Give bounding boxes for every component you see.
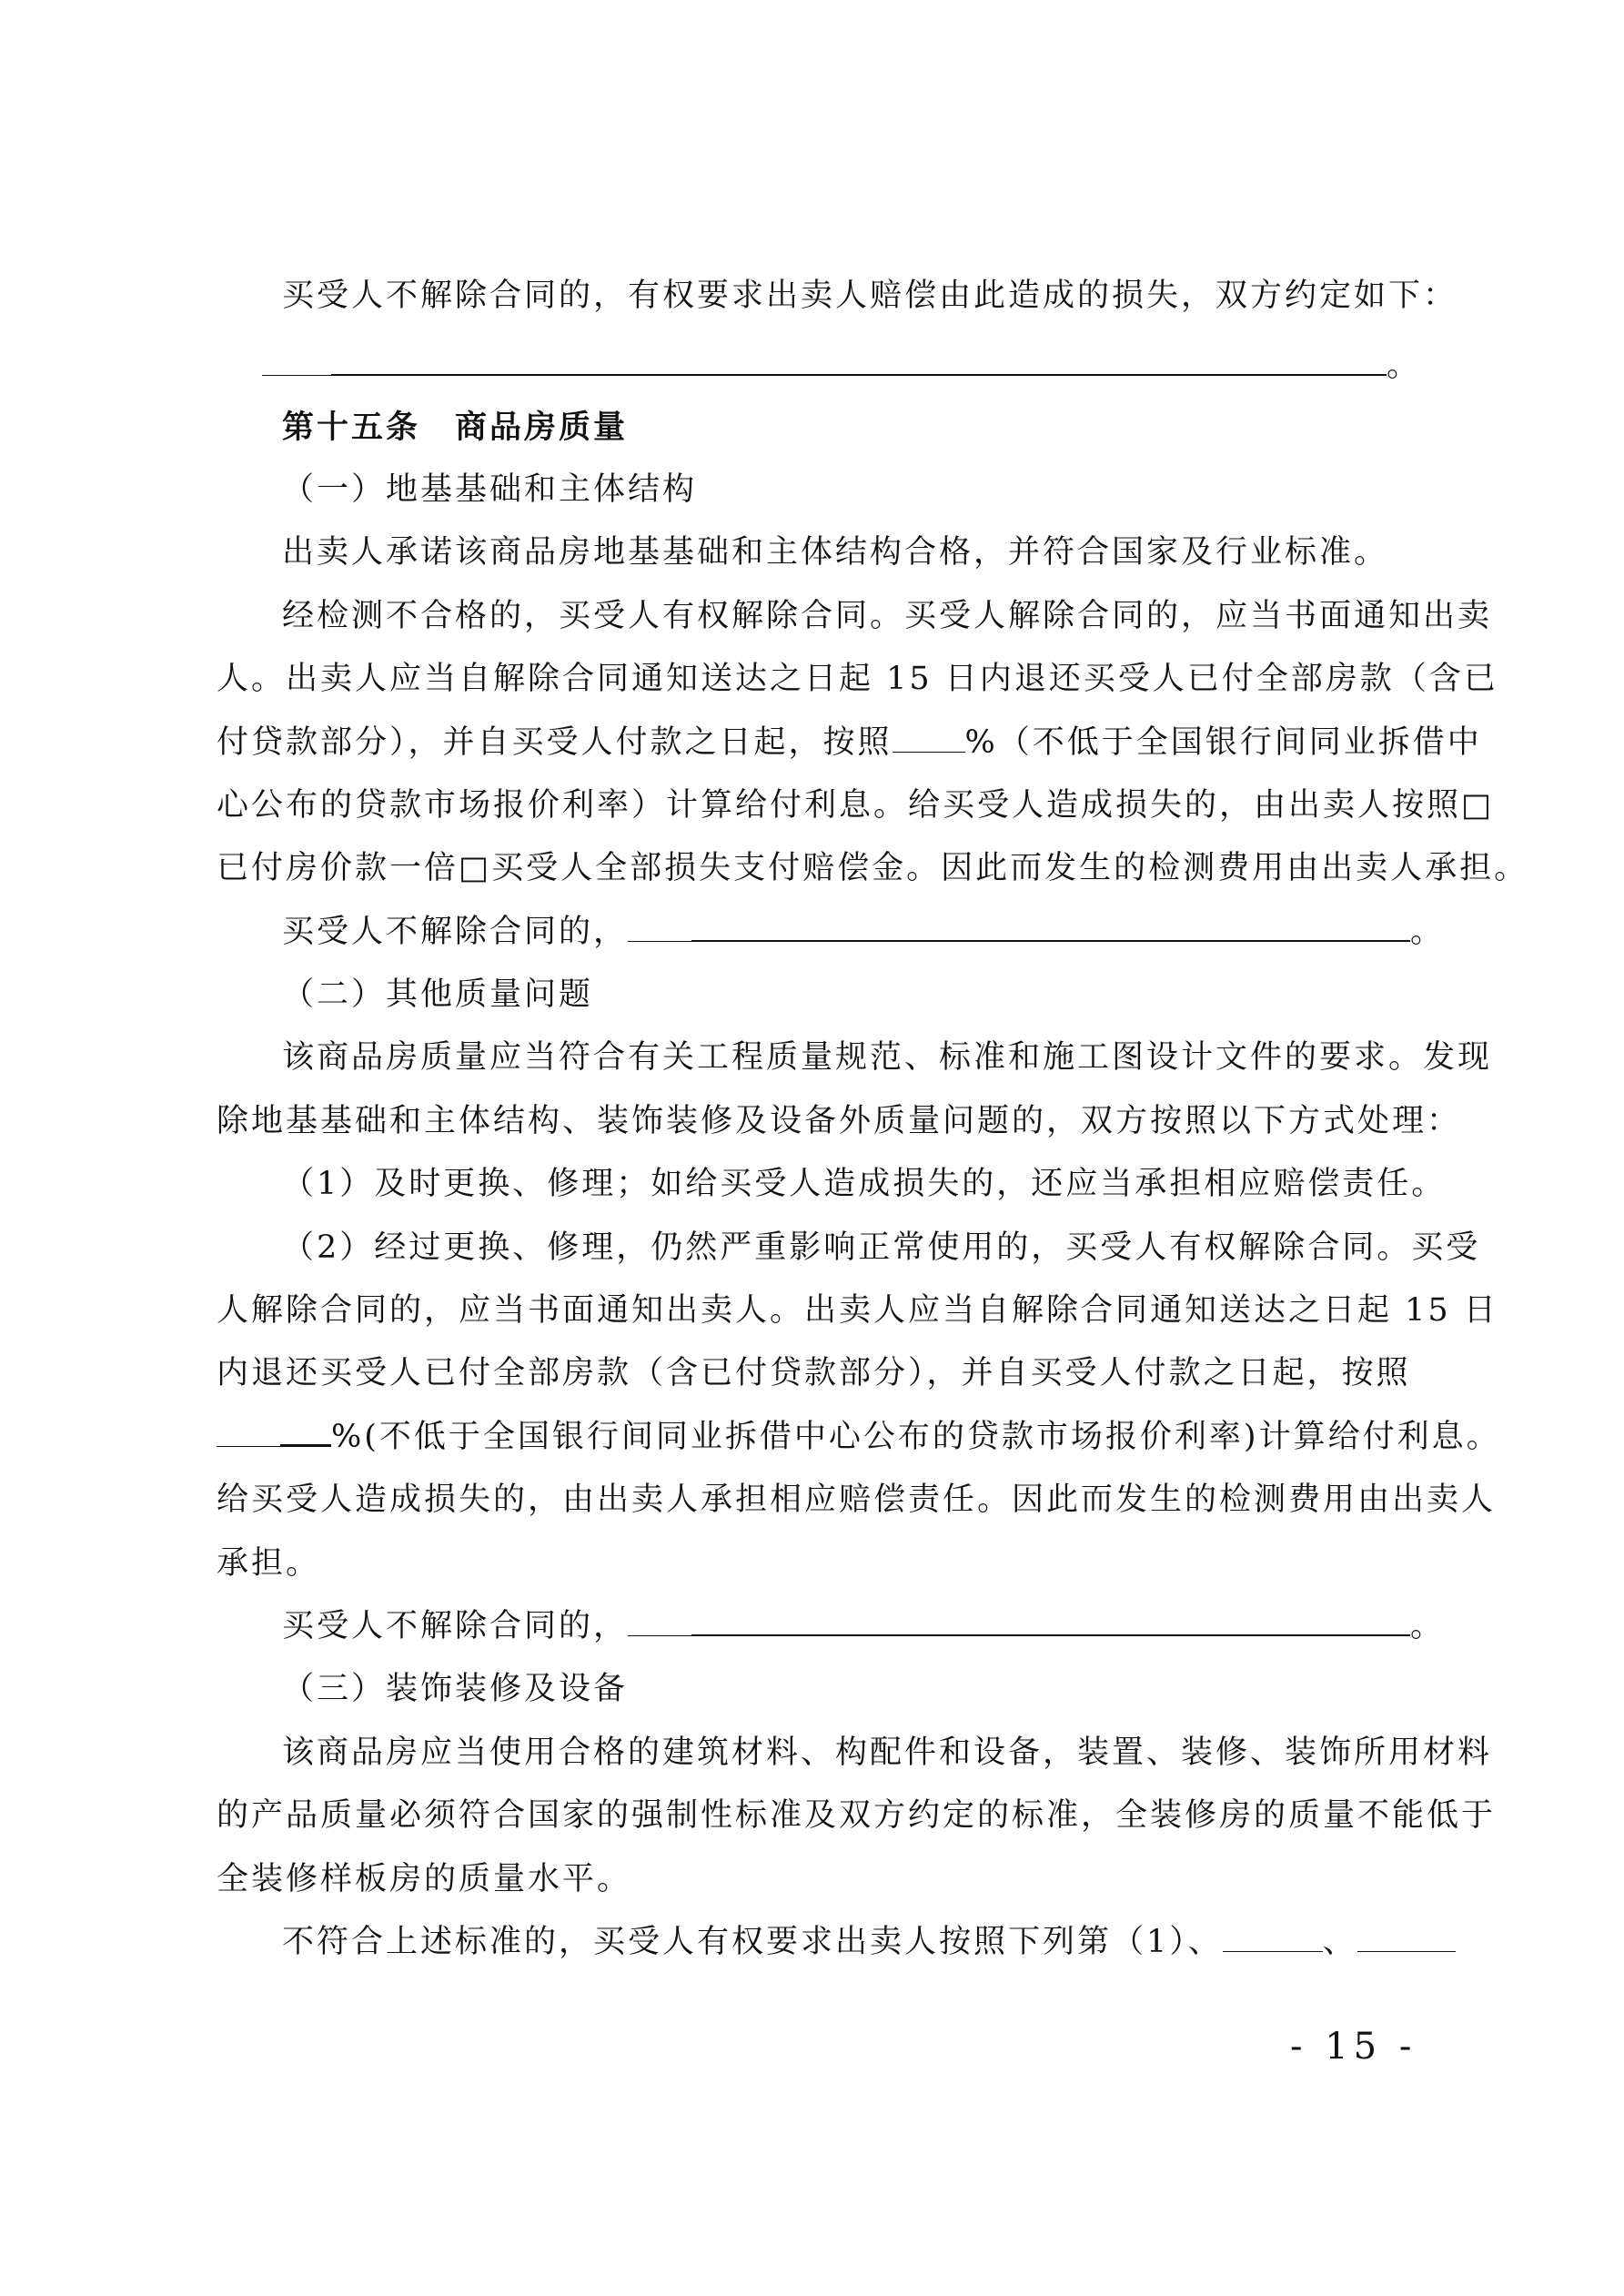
- text: 经检测不合格的，买受人有权解除合同。买受人解除合同的，应当书面通知出卖: [282, 598, 1493, 634]
- text: 给买受人造成损失的，由出卖人承担相应赔偿责任。因此而发生的检测费用由出卖人: [217, 1482, 1497, 1518]
- text: 买受人不解除合同的，: [282, 914, 629, 950]
- blank-underline: [331, 347, 1387, 376]
- paragraph-line: [282, 531, 1388, 574]
- paragraph-line: [217, 657, 1498, 701]
- text: 出卖人承诺该商品房地基基础和主体结构合格，并符合国家及行业标准。: [282, 534, 1389, 571]
- blank-underline: [280, 1417, 331, 1447]
- text: 内退还买受人已付全部房款（含已付贷款部分），并自买受人付款之日起，按照: [217, 1355, 1411, 1391]
- text: 。: [1387, 348, 1422, 384]
- paragraph-line: [217, 1289, 1498, 1332]
- section-heading: [282, 406, 628, 450]
- text: 。: [1410, 1608, 1446, 1644]
- text: （2）经过更换、修理，仍然严重影响正常使用的，买受人有权解除合同。买受: [282, 1229, 1481, 1266]
- paragraph-line: [282, 1162, 1446, 1206]
- text: 承担。: [217, 1545, 321, 1582]
- text: 该商品房应当使用合格的建筑材料、构配件和设备，装置、装修、装饰所用材料: [282, 1735, 1493, 1771]
- blank-fill-line: [282, 1604, 1445, 1648]
- blank-underline: [893, 724, 965, 753]
- paragraph-line: [282, 594, 1492, 638]
- sub-heading: [282, 973, 593, 1017]
- paragraph-line: [217, 784, 1494, 827]
- blank-underline: [628, 1608, 691, 1636]
- text: 心公布的贷款市场报价利率）计算给付利息。给买受人造成损失的，由出卖人按照□: [217, 787, 1495, 824]
- paragraph-line: [282, 274, 1458, 318]
- text: 付贷款部分），并自买受人付款之日起，按照: [217, 724, 893, 761]
- text: 不符合上述标准的，买受人有权要求出卖人按照下列第（1）、: [282, 1924, 1223, 1960]
- text: （一）地基基础和主体结构: [282, 471, 698, 508]
- sub-heading: [282, 1667, 628, 1711]
- paragraph-line: [217, 1794, 1496, 1837]
- text: %(不低于全国银行间同业拆借中心公布的贷款市场报价利率)计算给付利息。: [331, 1419, 1501, 1455]
- text: 。: [1410, 914, 1446, 950]
- text: 第十五条 商品房质量: [282, 409, 629, 446]
- text: 人。出卖人应当自解除合同通知送达之日起 15 日内退还买受人已付全部房款（含已: [217, 661, 1498, 697]
- blank-underline: [628, 914, 691, 942]
- blank-underline: [1357, 1924, 1456, 1952]
- paragraph-line: [282, 1226, 1480, 1269]
- text: 该商品房质量应当符合有关工程质量规范、标准和施工图设计文件的要求。发现: [282, 1039, 1493, 1076]
- paragraph-line: [217, 1857, 631, 1901]
- text: 已付房价款一倍□买受人全部损失支付赔偿金。因此而发生的检测费用由出卖人承担。: [217, 850, 1529, 886]
- text: 除地基基础和主体结构、装饰装修及设备外质量问题的，双方按照以下方式处理：: [217, 1103, 1462, 1139]
- blank-underline: [262, 348, 331, 376]
- paragraph-line: [217, 1478, 1496, 1522]
- text: 买受人不解除合同的，有权要求出卖人赔偿由此造成的损失，双方约定如下：: [282, 278, 1458, 314]
- blank-underline: [1223, 1924, 1323, 1952]
- paragraph-line: [217, 1099, 1461, 1143]
- paragraph-line: [217, 1542, 320, 1585]
- text: 人解除合同的，应当书面通知出卖人。出卖人应当自解除合同通知送达之日起 15 日: [217, 1292, 1498, 1329]
- text: （三）装饰装修及设备: [282, 1671, 629, 1707]
- paragraph-line: [217, 846, 1528, 890]
- paragraph-line: [217, 1415, 1501, 1459]
- blank-underline: [691, 913, 1410, 942]
- blank-underline: [691, 1607, 1410, 1636]
- text: 全装修样板房的质量水平。: [217, 1861, 632, 1897]
- paragraph-line: [217, 1351, 1411, 1395]
- paragraph-line: [282, 1036, 1492, 1079]
- page-number: - 15 -: [1290, 2026, 1417, 2068]
- text: 的产品质量必须符合国家的强制性标准及双方约定的标准，全装修房的质量不能低于: [217, 1797, 1497, 1834]
- paragraph-line: [282, 1731, 1492, 1775]
- blank-underline: [217, 1419, 280, 1447]
- text: 买受人不解除合同的，: [282, 1608, 629, 1644]
- blank-fill-line: [282, 910, 1445, 954]
- text: %（不低于全国银行间同业拆借中: [964, 724, 1482, 761]
- text: （1）及时更换、修理；如给买受人造成损失的，还应当承担相应赔偿责任。: [282, 1166, 1447, 1202]
- text: 、: [1322, 1924, 1357, 1960]
- paragraph-line: [217, 721, 1482, 764]
- paragraph-line: [282, 1920, 1456, 1964]
- text: （二）其他质量问题: [282, 976, 594, 1013]
- sub-heading: [282, 468, 697, 511]
- blank-fill-line: [262, 344, 1421, 388]
